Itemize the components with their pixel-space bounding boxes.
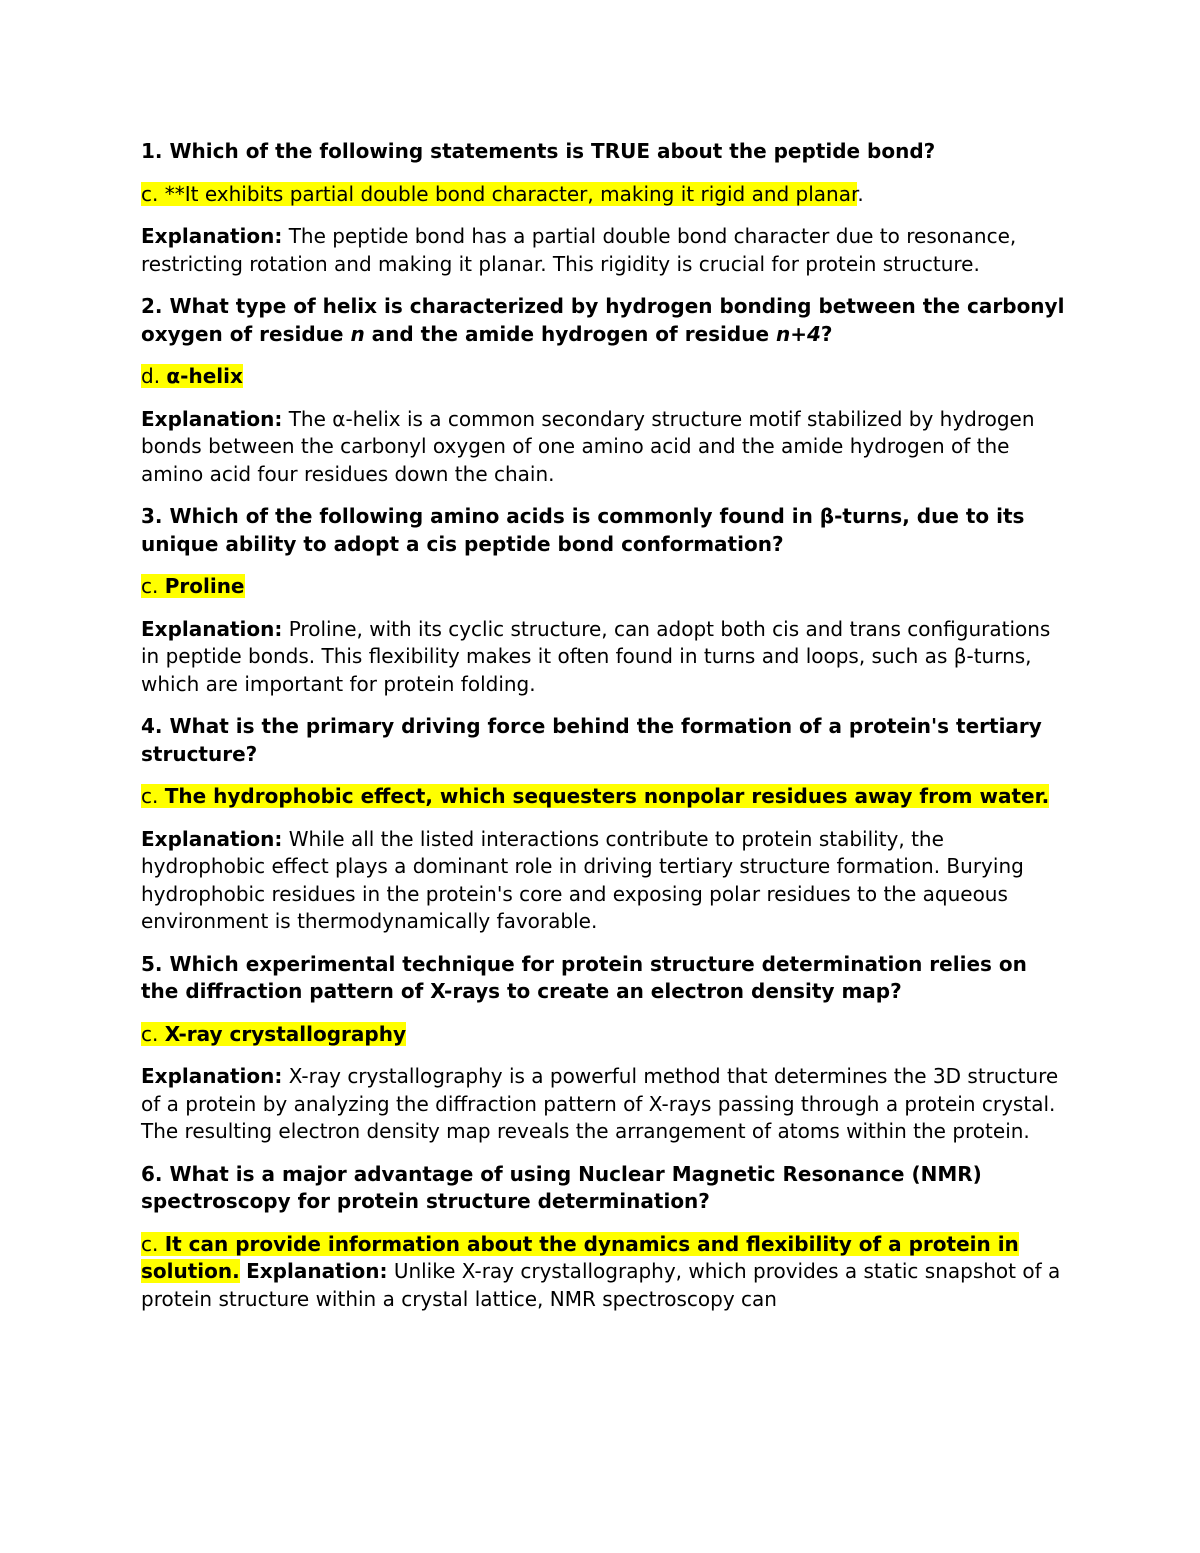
question-text: Which experimental technique for protein structure determination relies on the diffraction pattern of X-rays to create an electron density map? — [141, 951, 1027, 1003]
answer-text: α-helix — [166, 364, 243, 388]
answer-letter: d. — [141, 364, 161, 388]
explanation-label: Explanation: — [246, 1259, 388, 1283]
question-variable: n+4 — [775, 321, 821, 346]
explanation-text: X-ray crystallography is a powerful method that determines the 3D structure of a protein by analyzing the diffraction pattern of X-rays passing through a protein crystal. The resulting electron density map reveals the arrangement of atoms within the protein. — [141, 1064, 1059, 1143]
answer-highlight — [141, 182, 857, 206]
question-2 — [141, 293, 1071, 348]
explanation-4 — [141, 826, 1071, 936]
answer-text: Proline — [164, 574, 245, 598]
answer-4 — [141, 783, 1071, 811]
answer-letter: c. — [141, 784, 159, 808]
explanation-label: Explanation: — [141, 616, 283, 641]
answer-highlight — [141, 364, 243, 388]
explanation-text: While all the listed interactions contribute to protein stability, the hydrophobic effect plays a dominant role in driving tertiary structure formation. Burying hydrophobic residues in the protein's core and exposing polar residues to the aqueous environment is thermodynamically favorable. — [141, 826, 1024, 933]
answer-text: The hydrophobic effect, which sequesters nonpolar residues away from water. — [164, 784, 1050, 808]
explanation-label: Explanation: — [141, 224, 283, 248]
explanation-2 — [141, 406, 1071, 489]
question-4 — [141, 713, 1071, 768]
question-number: 4. — [141, 714, 163, 738]
question-number: 3. — [141, 504, 163, 528]
question-number: 5. — [141, 951, 163, 976]
explanation-label: Explanation: — [141, 1064, 283, 1088]
answer-highlight — [141, 1022, 406, 1046]
question-5 — [141, 951, 1071, 1006]
question-3 — [141, 503, 1071, 558]
answer-6 — [141, 1231, 1071, 1314]
question-number: 1. — [141, 139, 163, 163]
explanation-label: Explanation: — [141, 406, 283, 431]
answer-2 — [141, 363, 1071, 391]
explanation-text: The peptide bond has a partial double bond character due to resonance, restricting rotation and making it planar. This rigidity is crucial for protein structure. — [141, 224, 1017, 276]
answer-letter: c. — [141, 1231, 159, 1256]
explanation-text: Proline, with its cyclic structure, can adopt both cis and trans configurations in peptide bonds. This flexibility makes it often found in turns and loops, such as β-turns, which are important for protein folding. — [141, 616, 1051, 696]
answer-letter: c. — [141, 574, 159, 598]
question-text: and the amide hydrogen of residue — [364, 321, 776, 346]
question-text: ? — [820, 321, 833, 346]
answer-text: X-ray crystallography — [164, 1021, 406, 1046]
answer-text: **It exhibits partial double bond character, making it rigid and planar — [164, 181, 858, 206]
answer-letter: c. — [141, 1021, 159, 1046]
question-text: What is a major advantage of using Nuclear Magnetic Resonance (NMR) spectroscopy for protein structure determination? — [141, 1161, 982, 1213]
explanation-label: Explanation: — [141, 826, 283, 851]
answer-text: It can provide information about the dynamics and flexibility of a protein in solution. — [141, 1231, 1019, 1283]
question-6 — [141, 1161, 1071, 1216]
document-page — [141, 138, 1071, 1328]
explanation-1 — [141, 223, 1071, 278]
answer-3 — [141, 573, 1071, 601]
question-variable: n — [350, 321, 365, 346]
answer-letter: c. — [141, 181, 159, 206]
explanation-3 — [141, 616, 1071, 699]
explanation-5 — [141, 1063, 1071, 1146]
explanation-text: Unlike X-ray crystallography, which provides a static snapshot of a protein structure within a crystal lattice, NMR spectroscopy can — [141, 1259, 1061, 1311]
question-1 — [141, 138, 1071, 166]
question-text: Which of the following statements is TRUE about the peptide bond? — [169, 139, 936, 163]
question-number: 6. — [141, 1161, 163, 1186]
answer-5 — [141, 1021, 1071, 1049]
answer-1 — [141, 181, 1071, 209]
question-text: Which of the following amino acids is commonly found in β-turns, due to its unique ability to adopt a cis peptide bond conformation? — [141, 504, 1025, 556]
question-text: What is the primary driving force behind the formation of a protein's tertiary structure? — [141, 714, 1042, 766]
question-text: What type of helix is characterized by hydrogen bonding between the carbonyl oxygen of residue — [141, 294, 1065, 346]
answer-highlight — [141, 574, 245, 598]
question-number: 2. — [141, 294, 163, 318]
answer-trailing-period: . — [857, 181, 864, 206]
explanation-text: The α-helix is a common secondary structure motif stabilized by hydrogen bonds between the carbonyl oxygen of one amino acid and the amide hydrogen of the amino acid four residues down the chain. — [141, 406, 1035, 486]
answer-highlight — [141, 784, 1049, 808]
